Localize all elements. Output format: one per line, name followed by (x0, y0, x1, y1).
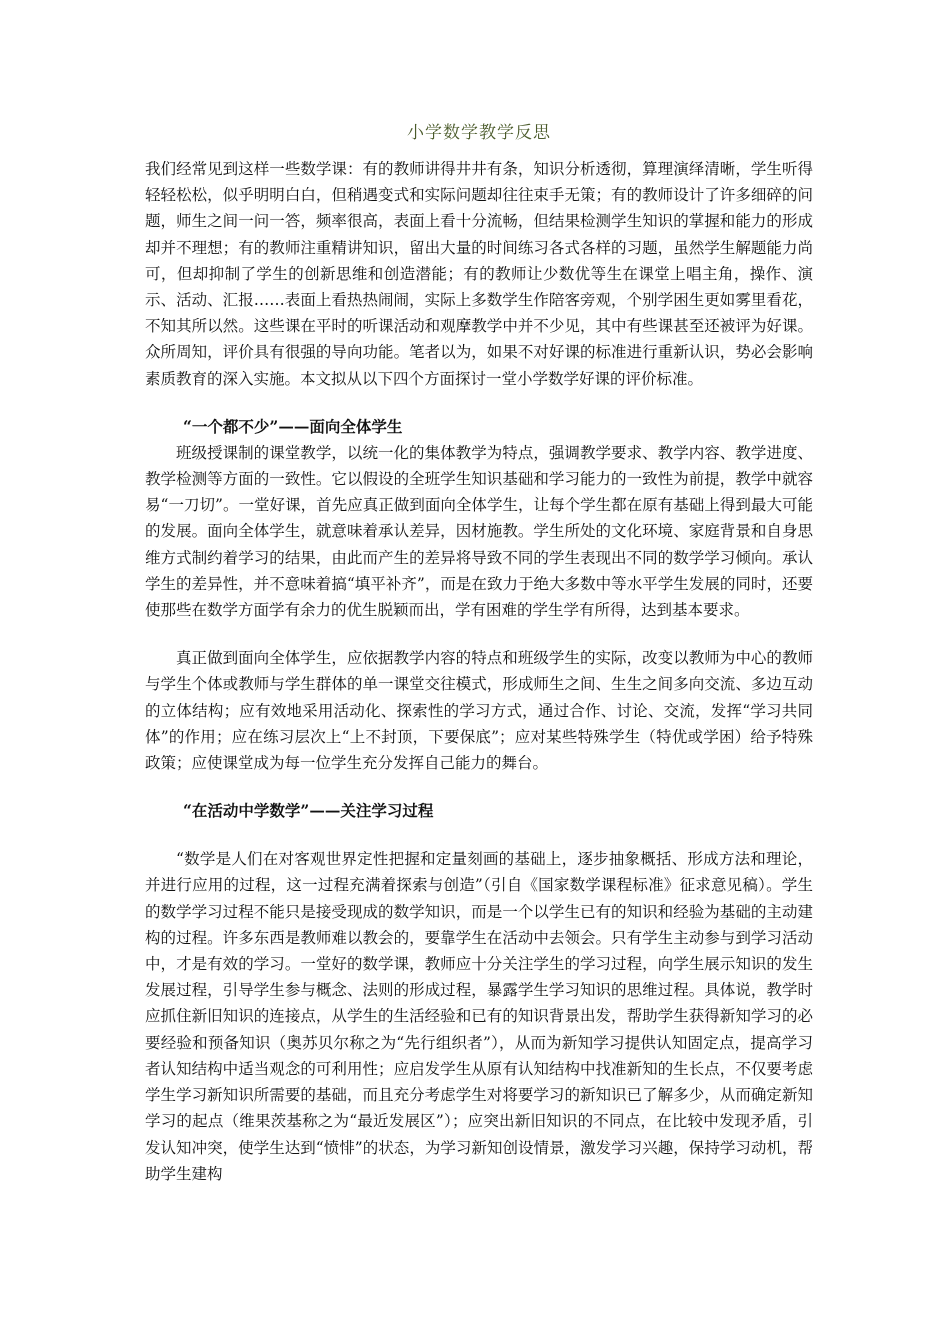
spacer (145, 623, 813, 645)
section2-paragraph-1: “数学是人们在对客观世界定性把握和定量刻画的基础上，逐步抽象概括、形成方法和理论，并进行应用的过程，这一过程充满着探索与创造”（引自《国家数学课程标准》征求意见稿）。学生的数学学习过程不能只是接受现成的数学知识，而是一个以学生已有的知识和经验为基础的主动建构的过程。许多东西是教师难以教会的，要靠学生在活动中去领会。只有学生主动参与到学习活动中，才是有效的学习。一堂好的数学课，教师应十分关注学生的学习过程，向学生展示知识的发生发展过程，引导学生参与概念、法则的形成过程，暴露学生学习知识的思维过程。具体说，教学时应抓住新旧知识的连接点，从学生的生活经验和已有的知识背景出发，帮助学生获得新知学习的必要经验和预备知识（奥苏贝尔称之为“先行组织者”），从而为新知学习提供认知固定点，提高学习者认知结构中适当观念的可利用性；应启发学生从原有认知结构中找准新知的生长点，不仅要考虑学生学习新知识所需要的基础，而且充分考虑学生对将要学习的新知识已了解多少，从而确定新知学习的起点（维果茨基称之为“最近发展区”）；应突出新旧知识的不同点，在比较中发现矛盾，引发认知冲突，使学生达到“愤悱”的状态，为学习新知创设情景，激发学习兴趣，保持学习动机，帮助学生建构 (145, 850, 813, 1183)
section-heading-1: “一个都不少”——面向全体学生 (183, 416, 403, 436)
spacer (145, 776, 813, 798)
document-page (145, 120, 813, 1187)
intro-paragraph: 我们经常见到这样一些数学课：有的教师讲得井井有条，知识分析透彻，算理演绎清晰，学生听得轻轻松松，似乎明明白白，但稍遇变式和实际问题却往往束手无策；有的教师设计了许多细碎的问题，师生之间一问一答，频率很高，表面上看十分流畅，但结果检测学生知识的掌握和能力的形成却并不理想；有的教师注重精讲知识，留出大量的时间练习各式各样的习题，虽然学生解题能力尚可，但却抑制了学生的创新思维和创造潜能；有的教师让少数优等生在课堂上唱主角，操作、演示、活动、汇报……表面上看热热闹闹，实际上多数学生作陪客旁观，个别学困生更如雾里看花，不知其所以然。这些课在平时的听课活动和观摩教学中并不少见，其中有些课甚至还被评为好课。众所周知，评价具有很强的导向功能。笔者以为，如果不对好课的标准进行重新认识，势必会影响素质教育的深入实施。本文拟从以下四个方面探讨一堂小学数学好课的评价标准。 (145, 160, 813, 388)
section1-paragraph-2: 真正做到面向全体学生，应依据教学内容的特点和班级学生的实际，改变以教师为中心的教师与学生个体或教师与学生群体的单一课堂交往模式，形成师生之间、生生之间多向交流、多边互动的立体结构；应有效地采用活动化、探索性的学习方式，通过合作、讨论、交流，发挥“学习共同体”的作用；应在练习层次上“上不封顶，下要保底”；应对某些特殊学生（特优或学困）给予特殊政策；应使课堂成为每一位学生充分发挥自己能力的舞台。 (145, 649, 813, 773)
section-heading-2: “在活动中学数学”——关注学习过程 (183, 801, 434, 821)
spacer (145, 824, 813, 846)
document-title: 小学数学教学反思 (407, 123, 551, 143)
spacer (145, 392, 813, 414)
section1-paragraph-1: 班级授课制的课堂教学，以统一化的集体教学为特点，强调教学要求、教学内容、教学进度、教学检测等方面的一致性。它以假设的全班学生知识基础和学习能力的一致性为前提，教学中就容易“一刀切”。一堂好课，首先应真正做到面向全体学生，让每个学生都在原有基础上得到最大可能的发展。面向全体学生，就意味着承认差异，因材施教。学生所处的文化环境、家庭背景和自身思维方式制约着学习的结果，由此而产生的差异将导致不同的学生表现出不同的数学学习倾向。承认学生的差异性，并不意味着搞“填平补齐”，而是在致力于绝大多数中等水平学生发展的同时，还要使那些在数学方面学有余力的优生脱颖而出，学有困难的学生学有所得，达到基本要求。 (145, 443, 813, 620)
